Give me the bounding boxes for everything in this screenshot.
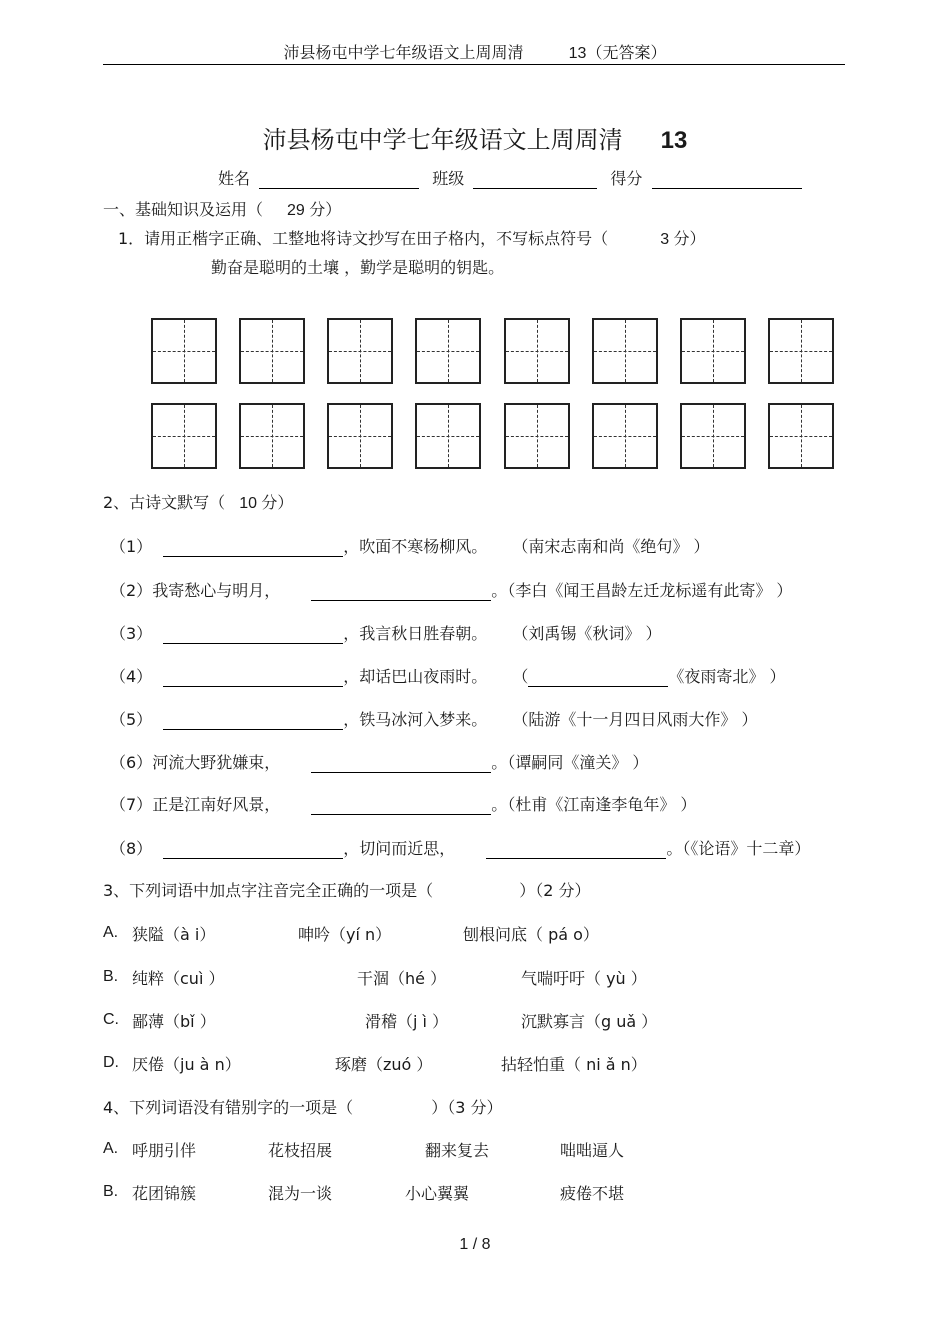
page-number: 1 / 8 <box>459 1236 491 1253</box>
q2-title-text: 2、古诗文默写（ <box>103 493 226 512</box>
option-word: 干涸（hé ） <box>357 969 447 988</box>
page-title-text: 沛县杨屯中学七年级语文上周周清 <box>262 126 623 154</box>
option-label: D. <box>103 1054 119 1071</box>
grid-guide-horizontal <box>594 436 656 437</box>
option-label: B. <box>103 968 119 985</box>
q1-prompt-text: 1．请用正楷字正确、工整地将诗文抄写在田子格内，不写标点符号（ <box>118 229 609 248</box>
grid-guide-horizontal <box>329 436 391 437</box>
item-text: ，我言秋日胜春朝。 <box>343 624 488 643</box>
q3-title-text: 3、下列词语中加点字注音完全正确的一项是（ <box>103 881 434 900</box>
grid-guide-horizontal <box>153 351 215 352</box>
item-source: （ <box>512 667 529 686</box>
answer-blank[interactable] <box>163 668 343 687</box>
section1-title-text: 一、基础知识及运用（ <box>103 200 264 219</box>
option-word: 花团锦簇 <box>132 1184 197 1203</box>
option-word: 纯粹（cuì ） <box>132 969 225 988</box>
grid-guide-horizontal <box>682 351 744 352</box>
option-word: 刨根问底（ pá o） <box>463 925 599 944</box>
item-source: （杜甫《江南逢李龟年》 ） <box>507 795 697 814</box>
tianzige-cell[interactable] <box>680 403 746 469</box>
item-text: 河流大野犹嫌束， <box>152 753 281 772</box>
q4-option-a[interactable] <box>103 1138 625 1160</box>
option-word: 气喘吁吁（ yù ） <box>521 969 647 988</box>
item-source: 《夜雨寄北》 ） <box>668 667 786 686</box>
option-word: 厌倦（ju à n） <box>132 1055 241 1074</box>
answer-blank[interactable] <box>163 625 343 644</box>
q2-item-8 <box>110 836 810 859</box>
item-num: （1） <box>110 537 153 556</box>
score-field[interactable] <box>652 170 802 189</box>
item-source: （李白《闻王昌龄左迁龙标遥有此寄》 ） <box>507 581 793 600</box>
q3-title <box>103 878 590 901</box>
item-num: （7） <box>110 795 153 814</box>
source-blank[interactable] <box>528 668 668 687</box>
q4-answer-blank[interactable] <box>353 1100 431 1118</box>
option-word: 呻吟（yí n） <box>298 925 392 944</box>
item-source: （刘禹锡《秋词》 ） <box>512 624 662 643</box>
item-source: （陆游《十一月四日风雨大作》 ） <box>512 710 758 729</box>
option-word: 咄咄逼人 <box>560 1141 625 1160</box>
tianzige-cell[interactable] <box>768 318 834 384</box>
option-word: 疲倦不堪 <box>560 1184 625 1203</box>
q2-item-7 <box>110 792 696 815</box>
q3-option-b[interactable] <box>103 966 647 988</box>
answer-blank[interactable] <box>486 840 666 859</box>
item-text: ，切问而近思， <box>343 839 456 858</box>
score-label: 得分 <box>610 169 643 188</box>
running-header-title: 沛县杨屯中学七年级语文上周周清 <box>283 43 524 62</box>
item-text: 。 <box>491 581 508 600</box>
name-label: 姓名 <box>218 169 251 188</box>
tianzige-cell[interactable] <box>768 403 834 469</box>
q1-points: 3 分） <box>660 231 706 248</box>
q3-option-d[interactable] <box>103 1052 647 1074</box>
option-word: 沉默寡言（g uǎ ） <box>521 1012 658 1031</box>
item-text: ，却话巴山夜雨时。 <box>343 667 488 686</box>
grid-guide-horizontal <box>417 436 479 437</box>
grid-guide-horizontal <box>594 351 656 352</box>
q2-item-3 <box>110 621 661 644</box>
q3-answer-blank[interactable] <box>433 883 519 901</box>
grid-guide-horizontal <box>241 436 303 437</box>
q1-prompt <box>118 226 706 249</box>
header-rule <box>103 64 845 65</box>
q4-option-b[interactable] <box>103 1181 625 1203</box>
q3-option-c[interactable] <box>103 1009 658 1031</box>
option-word: 小心翼翼 <box>405 1184 470 1203</box>
item-num: （6） <box>110 753 153 772</box>
option-label: A. <box>103 924 119 941</box>
tianzige-cell[interactable] <box>504 403 570 469</box>
answer-blank[interactable] <box>163 538 343 557</box>
q4-points: ）（3 分） <box>431 1098 503 1117</box>
option-word: 混为一谈 <box>268 1184 333 1203</box>
section1-title <box>103 197 341 220</box>
item-text: 。 <box>666 839 683 858</box>
grid-guide-horizontal <box>153 436 215 437</box>
grid-guide-horizontal <box>241 351 303 352</box>
q2-item-6 <box>110 750 648 773</box>
item-num: （4） <box>110 667 153 686</box>
option-label: B. <box>103 1183 119 1200</box>
grid-guide-horizontal <box>506 351 568 352</box>
q2-points: 10 分） <box>239 495 294 512</box>
option-word: 呼朋引伴 <box>132 1141 197 1160</box>
tianzige-cell[interactable] <box>415 318 481 384</box>
option-word: 滑稽（j ì ） <box>365 1012 449 1031</box>
running-header-suffix: 13（无答案） <box>568 45 667 62</box>
tianzige-cell[interactable] <box>504 318 570 384</box>
option-word: 狭隘（à i） <box>132 925 216 944</box>
class-field[interactable] <box>473 170 597 189</box>
student-info-line <box>218 166 802 189</box>
item-source: （《论语》十二章） <box>682 839 811 858</box>
option-word: 拈轻怕重（ ni ǎ n） <box>501 1055 647 1074</box>
item-text: ，铁马冰河入梦来。 <box>343 710 488 729</box>
q4-title-text: 4、下列词语没有错别字的一项是（ <box>103 1098 354 1117</box>
tianzige-cell[interactable] <box>239 318 305 384</box>
option-word: 鄙薄（bǐ ） <box>132 1012 216 1031</box>
tianzige-cell[interactable] <box>592 403 658 469</box>
item-num: （5） <box>110 710 153 729</box>
item-text: 。 <box>491 753 508 772</box>
running-header <box>0 40 950 63</box>
tianzige-cell[interactable] <box>592 318 658 384</box>
item-text: 我寄愁心与明月， <box>152 581 281 600</box>
page-title-number: 13 <box>660 127 688 154</box>
answer-blank[interactable] <box>311 582 491 601</box>
answer-blank[interactable] <box>163 711 343 730</box>
item-source: （谭嗣同《潼关》 ） <box>507 753 649 772</box>
option-word: 翻来复去 <box>425 1141 490 1160</box>
q2-item-5 <box>110 707 757 730</box>
option-label: C. <box>103 1011 119 1028</box>
item-text: 正是江南好风景， <box>152 795 281 814</box>
option-word: 琢磨（zuó ） <box>335 1055 433 1074</box>
q4-title <box>103 1095 502 1118</box>
option-label: A. <box>103 1140 119 1157</box>
name-field[interactable] <box>259 170 419 189</box>
section1-points: 29 分） <box>287 202 342 219</box>
q2-item-2 <box>110 578 792 601</box>
tianzige-cell[interactable] <box>327 318 393 384</box>
grid-guide-horizontal <box>506 436 568 437</box>
answer-blank[interactable] <box>311 796 491 815</box>
q2-title <box>103 490 293 513</box>
grid-guide-horizontal <box>417 351 479 352</box>
option-word: 花枝招展 <box>268 1141 333 1160</box>
grid-guide-horizontal <box>770 351 832 352</box>
tianzige-cell[interactable] <box>680 318 746 384</box>
tianzige-cell[interactable] <box>415 403 481 469</box>
page-title <box>0 120 950 155</box>
grid-guide-horizontal <box>329 351 391 352</box>
item-source: （南宋志南和尚《绝句》 ） <box>512 537 710 556</box>
q1-text: 勤奋是聪明的土壤 ，勤学是聪明的钥匙。 <box>211 258 505 277</box>
item-num: （8） <box>110 839 153 858</box>
tianzige-cell[interactable] <box>327 403 393 469</box>
grid-guide-horizontal <box>770 436 832 437</box>
item-num: （2） <box>110 581 153 600</box>
grid-guide-horizontal <box>682 436 744 437</box>
q3-option-a[interactable] <box>103 922 599 944</box>
answer-blank[interactable] <box>163 840 343 859</box>
item-text: 。 <box>491 795 508 814</box>
item-num: （3） <box>110 624 153 643</box>
answer-blank[interactable] <box>311 754 491 773</box>
tianzige-cell[interactable] <box>151 318 217 384</box>
class-label: 班级 <box>432 169 465 188</box>
q3-points: ）（2 分） <box>519 881 591 900</box>
q2-item-4 <box>110 664 786 687</box>
item-text: ，吹面不寒杨柳风。 <box>343 537 488 556</box>
tianzige-cell[interactable] <box>151 403 217 469</box>
tianzige-cell[interactable] <box>239 403 305 469</box>
q2-item-1 <box>110 534 709 557</box>
